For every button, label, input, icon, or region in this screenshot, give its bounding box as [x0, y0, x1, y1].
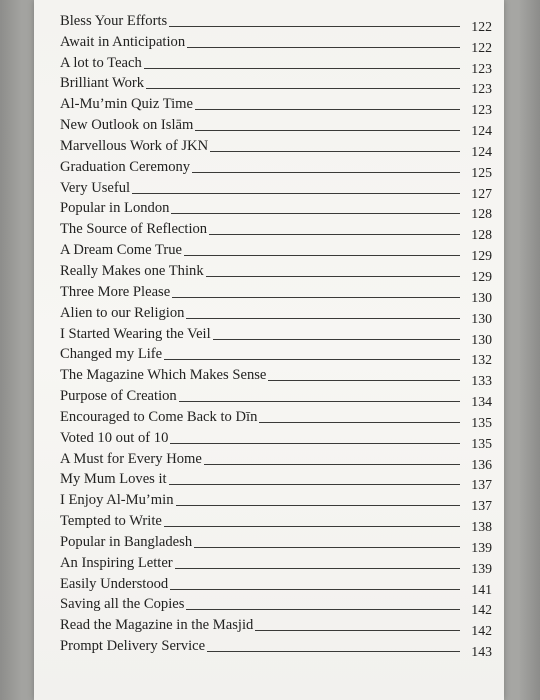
- toc-leader-line: [195, 108, 460, 110]
- toc-leader-line: [164, 358, 460, 360]
- toc-leader-line: [259, 421, 460, 423]
- toc-entry-title: An Inspiring Letter: [60, 554, 173, 571]
- toc-entry-page-number: 136: [471, 456, 492, 472]
- book-page: [34, 0, 504, 700]
- toc-leader-line: [187, 46, 460, 48]
- toc-entry-page-number: 127: [471, 185, 492, 201]
- toc-entry-title: Easily Understood: [60, 575, 169, 592]
- toc-entry-page-number: 135: [471, 435, 492, 451]
- toc-entry: [60, 31, 492, 55]
- toc-entry-page-number: 137: [471, 477, 492, 493]
- toc-leader-line: [176, 504, 460, 506]
- toc-leader-line: [169, 483, 460, 485]
- toc-entry-page-number: 138: [471, 519, 492, 535]
- toc-entry-title: The Magazine Which Makes Sense: [60, 367, 267, 384]
- toc-entry: [60, 489, 492, 514]
- toc-entry-page-number: 124: [471, 123, 492, 139]
- toc-entry-title: Changed my Life: [60, 346, 163, 363]
- toc-entry: [60, 114, 492, 139]
- toc-entry: [60, 448, 492, 472]
- toc-entry-page-number: 134: [471, 394, 492, 410]
- toc-entry-page-number: 130: [471, 289, 492, 305]
- toc-entry-page-number: 130: [471, 331, 492, 347]
- toc-entry-title: I Started Wearing the Veil: [60, 325, 211, 342]
- toc-entry-page-number: 143: [471, 644, 492, 660]
- toc-entry-title: Popular in Bangladesh: [60, 533, 193, 550]
- toc-entry-page-number: 128: [471, 227, 492, 243]
- toc-entry-page-number: 123: [471, 60, 492, 76]
- toc-entry-title: New Outlook on Islām: [60, 117, 194, 134]
- toc-entry: [60, 281, 492, 305]
- toc-entry-page-number: 129: [471, 248, 492, 264]
- toc-entry: [60, 427, 492, 451]
- toc-entry-page-number: 125: [471, 164, 492, 180]
- toc-entry-title: Await in Anticipation: [60, 33, 186, 50]
- toc-entry-title: The Source of Reflection: [60, 221, 208, 238]
- toc-leader-line: [207, 650, 460, 652]
- toc-entry-page-number: 122: [471, 39, 492, 55]
- toc-entry: [60, 385, 492, 410]
- toc-entry-title: A Dream Come True: [60, 242, 183, 259]
- toc-entry-page-number: 133: [471, 373, 492, 389]
- toc-entry-title: Read the Magazine in the Masjid: [60, 617, 254, 634]
- toc-entry-page-number: 141: [471, 581, 492, 597]
- toc-entry-title: Brilliant Work: [60, 75, 145, 92]
- toc-entry-title: Purpose of Creation: [60, 388, 177, 405]
- toc-entry: [60, 156, 492, 180]
- toc-leader-line: [206, 275, 460, 277]
- toc-entry: [60, 93, 492, 118]
- toc-entry-page-number: 128: [471, 206, 492, 222]
- toc-entry: [60, 177, 492, 201]
- toc-entry-title: Saving all the Copies: [60, 596, 185, 613]
- toc-leader-line: [186, 608, 460, 610]
- toc-leader-line: [175, 567, 460, 569]
- toc-leader-line: [194, 546, 460, 548]
- toc-entry-title: Three More Please: [60, 283, 171, 300]
- toc-leader-line: [186, 317, 460, 319]
- toc-entry: [60, 302, 492, 326]
- toc-entry-page-number: 129: [471, 268, 492, 284]
- toc-leader-line: [213, 338, 460, 340]
- toc-entry-title: Tempted to Write: [60, 513, 162, 530]
- toc-entry-title: A lot to Teach: [60, 54, 142, 71]
- toc-leader-line: [169, 25, 460, 27]
- toc-entry-page-number: 123: [471, 81, 492, 97]
- toc-entry-page-number: 142: [471, 623, 492, 639]
- toc-entry: [60, 198, 492, 222]
- toc-entry-page-number: 124: [471, 143, 492, 159]
- toc-entry: [60, 510, 492, 535]
- toc-entry: [60, 573, 492, 597]
- toc-leader-line: [146, 87, 460, 89]
- toc-entry: [60, 614, 492, 639]
- toc-entry: [60, 135, 492, 159]
- toc-entry-title: My Mum Loves it: [60, 471, 167, 488]
- toc-leader-line: [144, 67, 460, 69]
- toc-entry-title: Bless Your Efforts: [60, 12, 168, 29]
- toc-entry: [60, 594, 492, 618]
- toc-entry: [60, 364, 492, 389]
- toc-entry: [60, 406, 492, 430]
- toc-entry: [60, 73, 492, 97]
- toc-entry: [60, 260, 492, 284]
- toc-entry-page-number: 137: [471, 498, 492, 514]
- toc-entry-page-number: 139: [471, 560, 492, 576]
- toc-entry: [60, 552, 492, 576]
- toc-leader-line: [195, 129, 460, 131]
- toc-leader-line: [179, 400, 460, 402]
- toc-entry-title: Alien to our Religion: [60, 304, 185, 321]
- toc-leader-line: [171, 212, 460, 214]
- toc-entry-page-number: 135: [471, 414, 492, 430]
- toc-entry: [60, 323, 492, 347]
- toc-leader-line: [268, 379, 460, 381]
- toc-leader-line: [172, 296, 460, 298]
- toc-leader-line: [209, 233, 460, 235]
- toc-entry-title: A Must for Every Home: [60, 450, 202, 467]
- toc-entry-title: Al-Mu’min Quiz Time: [60, 96, 193, 113]
- table-of-contents: [60, 10, 492, 660]
- toc-leader-line: [170, 588, 460, 590]
- toc-entry-title: Really Makes one Think: [60, 262, 204, 279]
- toc-leader-line: [184, 254, 460, 256]
- toc-entry-page-number: 123: [471, 102, 492, 118]
- toc-leader-line: [164, 525, 460, 527]
- toc-entry: [60, 239, 492, 264]
- toc-leader-line: [132, 192, 460, 194]
- toc-leader-line: [192, 171, 460, 173]
- toc-entry-title: Marvellous Work of JKN: [60, 137, 209, 154]
- toc-leader-line: [210, 150, 460, 152]
- toc-entry-title: Graduation Ceremony: [60, 158, 191, 175]
- toc-entry: [60, 344, 492, 368]
- toc-entry: [60, 52, 492, 76]
- toc-entry: [60, 635, 492, 660]
- toc-leader-line: [204, 463, 460, 465]
- toc-entry-title: Encouraged to Come Back to Dīn: [60, 408, 258, 425]
- toc-entry-page-number: 139: [471, 539, 492, 555]
- toc-entry: [60, 469, 492, 493]
- toc-entry-page-number: 130: [471, 310, 492, 326]
- toc-leader-line: [170, 442, 460, 444]
- toc-entry-title: Prompt Delivery Service: [60, 638, 206, 655]
- toc-entry-title: I Enjoy Al-Mu’min: [60, 492, 174, 509]
- toc-entry: [60, 10, 492, 34]
- toc-entry-page-number: 142: [471, 602, 492, 618]
- toc-leader-line: [255, 629, 460, 631]
- toc-entry: [60, 218, 492, 243]
- toc-entry-title: Very Useful: [60, 179, 131, 196]
- toc-entry: [60, 531, 492, 555]
- toc-entry-title: Popular in London: [60, 200, 170, 217]
- toc-entry-page-number: 132: [471, 352, 492, 368]
- toc-entry-title: Voted 10 out of 10: [60, 429, 169, 446]
- toc-entry-page-number: 122: [471, 18, 492, 34]
